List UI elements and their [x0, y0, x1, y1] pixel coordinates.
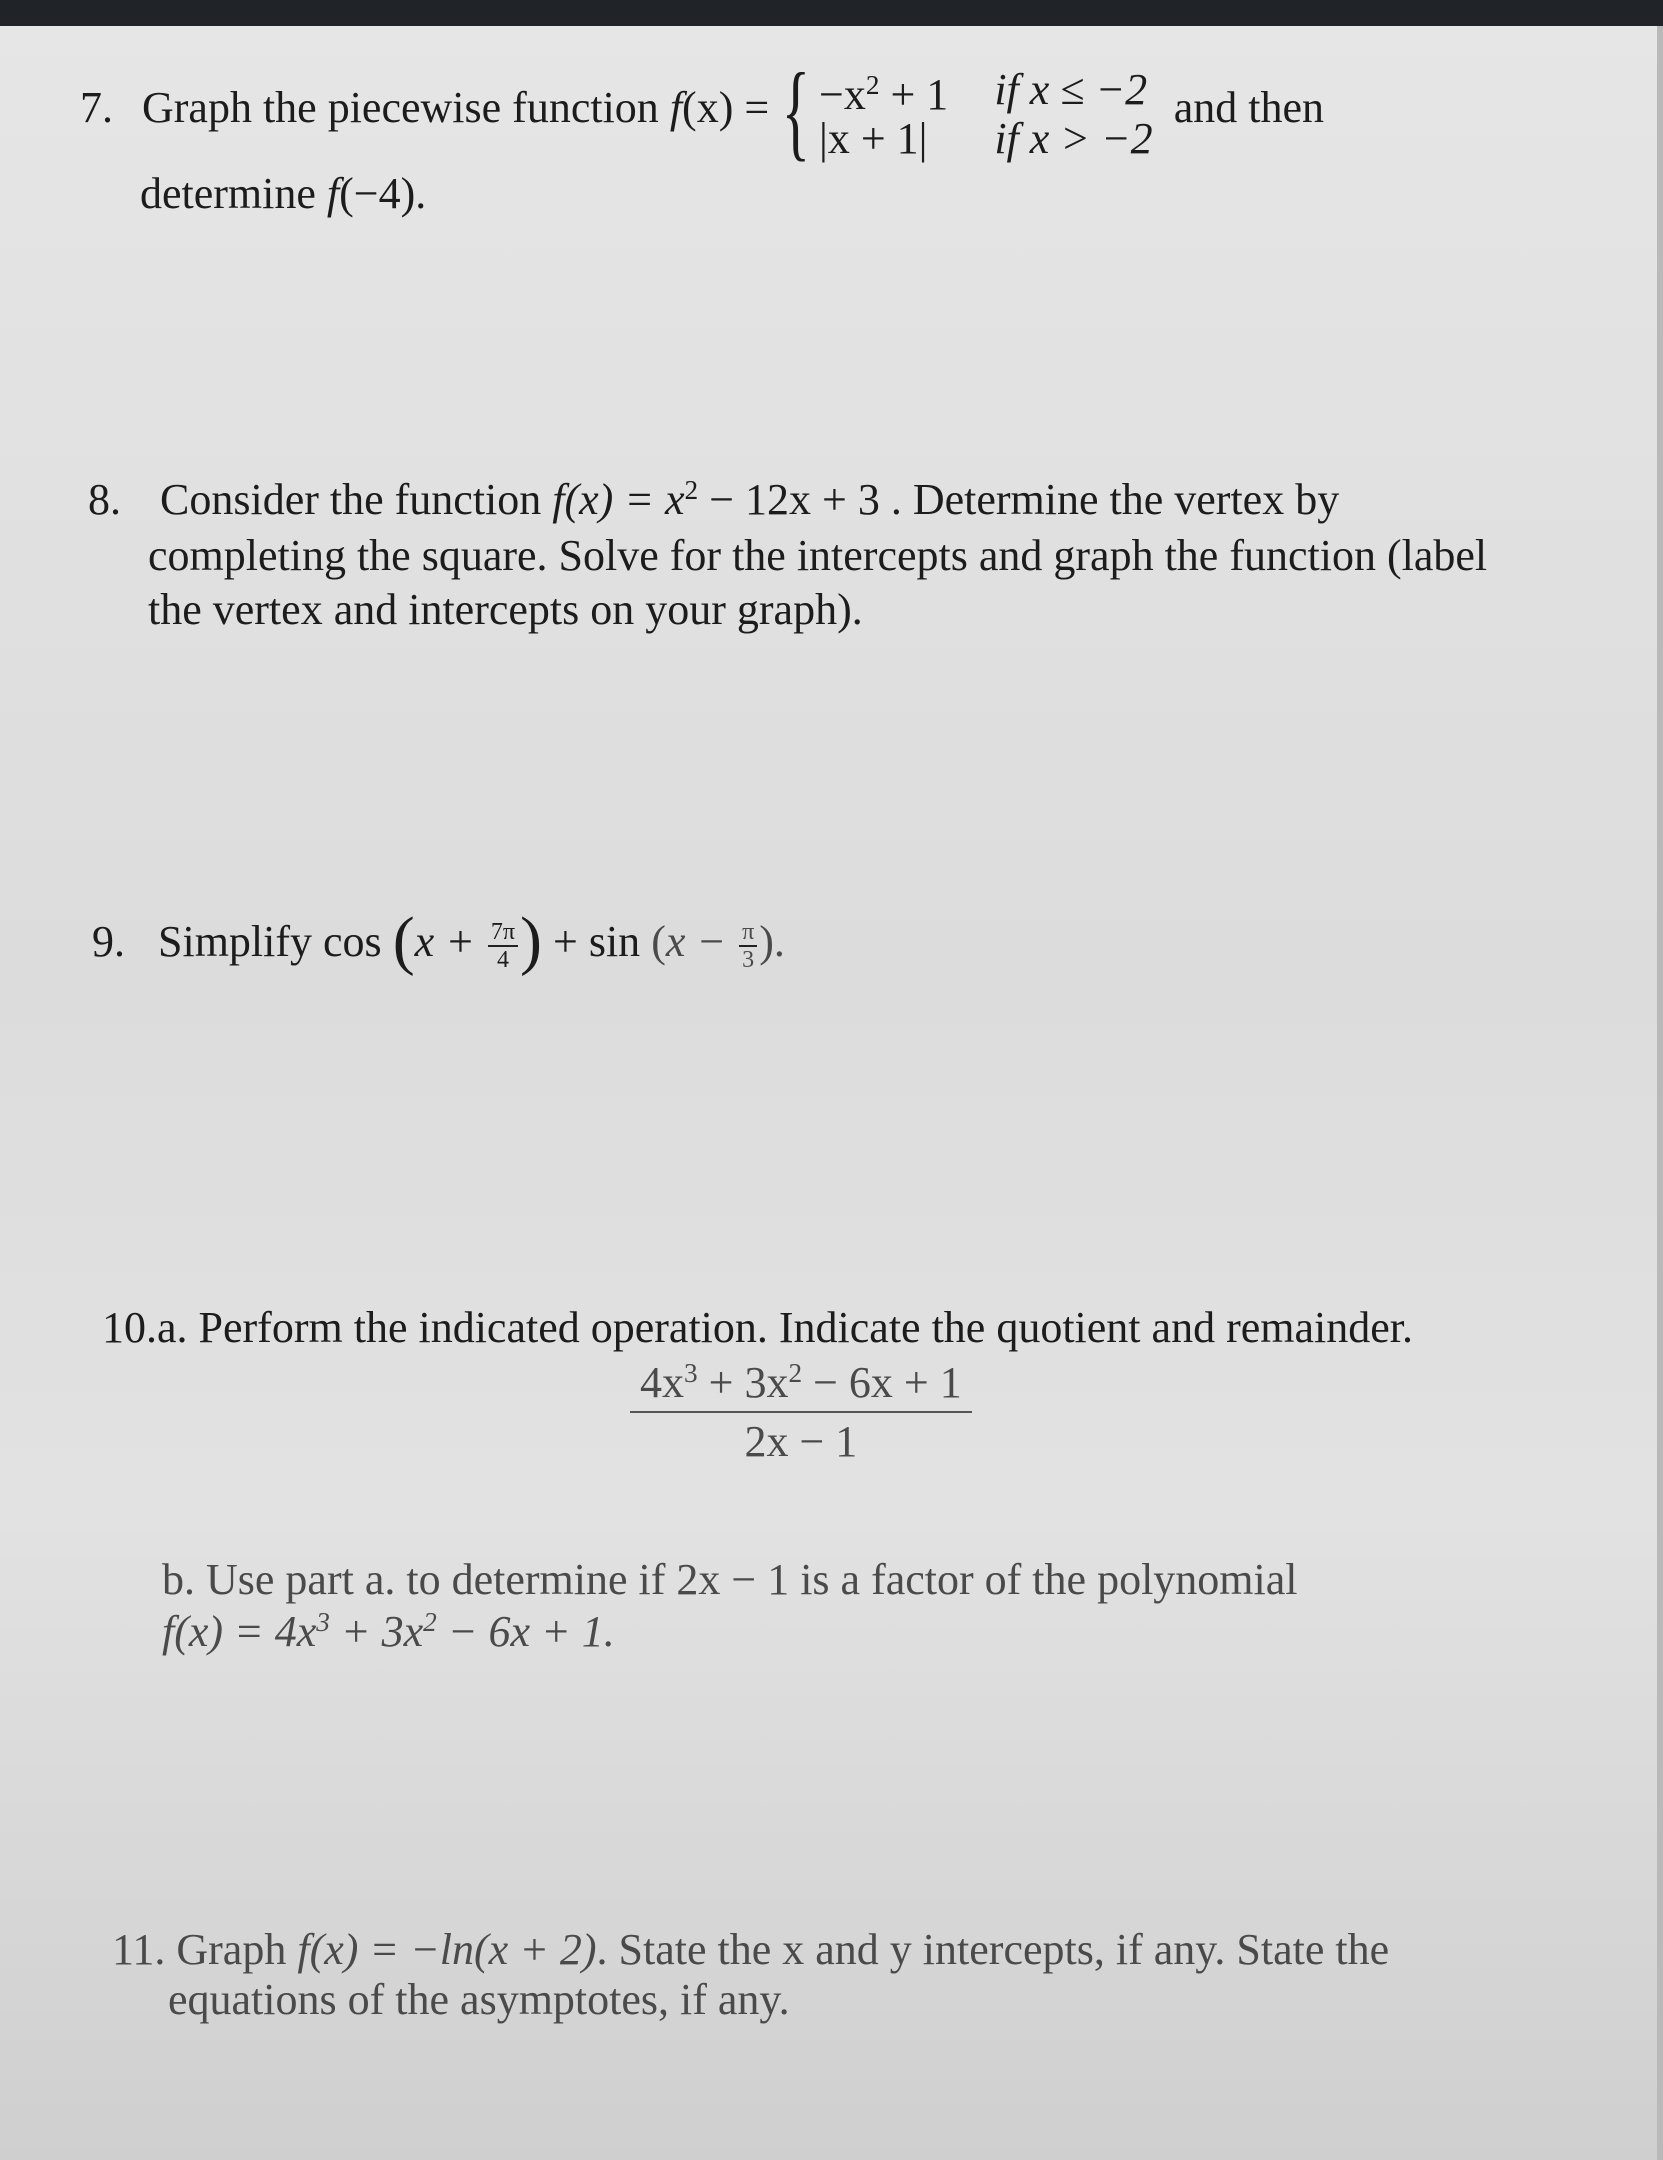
piece1-condition: if x ≤ −2 [994, 65, 1148, 114]
problem-7-intro: Graph the piecewise function [142, 83, 670, 133]
num-part-c: − 6x + 1 [802, 1358, 962, 1407]
piecewise-brace: { [781, 52, 811, 171]
poly-part-c: − 6x + 1. [436, 1607, 615, 1656]
problem-9-end: . [773, 917, 785, 966]
right-edge-shadow [1657, 26, 1663, 2160]
problem-8-line3-text: the vertex and intercepts on your graph). [148, 585, 863, 634]
function-name: f [669, 83, 683, 133]
frac1-numerator: 7π [488, 919, 518, 947]
problem-7-after: and then [1173, 83, 1324, 133]
num-exp-1: 3 [684, 1358, 698, 1388]
problem-9-x-minus: x − [665, 917, 738, 966]
problem-11-number: 11. [112, 1925, 166, 1974]
problem-8-function: f(x) = x [552, 475, 685, 524]
problem-11-line2 [168, 1972, 790, 2027]
problem-7-line2-arg: (−4). [339, 169, 427, 218]
close-paren-1: ) [520, 904, 543, 977]
problem-8-line2-text: completing the square. Solve for the intercepts and graph the function (label [148, 531, 1488, 580]
problem-7-line2 [140, 166, 426, 221]
fraction-pi-over-3 [739, 919, 757, 974]
piece1-exponent: 2 [865, 70, 880, 100]
problem-7 [80, 52, 1324, 171]
piece2-expr: |x + 1| [819, 114, 928, 163]
problem-10b [162, 1552, 1298, 1607]
poly-part-a: f(x) = 4x [162, 1607, 317, 1656]
problem-11-line1-a: Graph [165, 1925, 298, 1974]
division-expression [630, 1354, 972, 1470]
problem-11-line1-b: . State the x and y intercepts, if any. State the [596, 1925, 1390, 1974]
num-part-b: + 3x [697, 1358, 789, 1407]
num-part-a: 4x [640, 1358, 684, 1407]
problem-9-x-plus: x + [414, 917, 486, 966]
piece1-rest: + 1 [879, 70, 949, 119]
frac2-numerator: π [739, 919, 757, 947]
open-paren-1: ( [392, 904, 415, 977]
num-exp-2: 2 [788, 1358, 803, 1388]
problem-9-text: Simplify cos [158, 917, 382, 966]
problem-11-function: f(x) = −ln(x + 2) [297, 1925, 597, 1974]
problem-8-number: 8. [88, 475, 121, 524]
problem-10a-label: 10.a. [102, 1303, 188, 1352]
function-args: (x) = [682, 83, 770, 133]
problem-9: 9. Simplify cos (x + $\frac{7\pi}{4}$ ) + sin (x − $\frac{\pi}{3}$ ). [92, 904, 785, 977]
problem-10b-label: b. [162, 1555, 195, 1604]
piece2-condition: if x > −2 [994, 114, 1153, 163]
piece1-expr: −x [819, 70, 866, 119]
problem-8-line1 [88, 472, 1339, 527]
poly-exp-2: 2 [423, 1607, 437, 1637]
problem-8-line3 [148, 582, 863, 637]
problem-9-number: 9. [92, 917, 125, 966]
problem-7-line2-func: f [326, 169, 340, 218]
problem-7-line2-text: determine [140, 169, 327, 218]
problem-10b-polynomial [162, 1604, 615, 1659]
problem-8-exponent: 2 [684, 475, 699, 505]
division-denominator: 2x − 1 [744, 1417, 858, 1467]
piecewise-cases [819, 63, 1163, 161]
poly-part-b: + 3x [329, 1607, 424, 1656]
frac1-denominator: 4 [496, 946, 509, 973]
fraction-7pi-over-4 [488, 919, 518, 974]
problem-9-plus-sin: + sin [542, 917, 652, 966]
problem-11-line1 [112, 1922, 1389, 1977]
problem-8-line1-a: Consider the function [160, 475, 553, 524]
problem-11-line2-text: equations of the asymptotes, if any. [168, 1975, 790, 2024]
problem-8-line1-b: − 12x + 3 . Determine the vertex by [698, 475, 1340, 524]
frac2-denominator: 3 [742, 946, 755, 973]
problem-10b-text: Use part a. to determine if 2x − 1 is a factor of the polynomial [195, 1555, 1298, 1604]
problem-8-line2 [148, 528, 1487, 583]
poly-exp-1: 3 [316, 1607, 330, 1637]
problem-10a [102, 1300, 1413, 1355]
problem-7-number: 7. [80, 83, 113, 133]
problem-10a-text: Perform the indicated operation. Indicate the quotient and remainder. [187, 1303, 1413, 1352]
top-dark-strip [0, 0, 1663, 26]
division-numerator [630, 1354, 972, 1413]
